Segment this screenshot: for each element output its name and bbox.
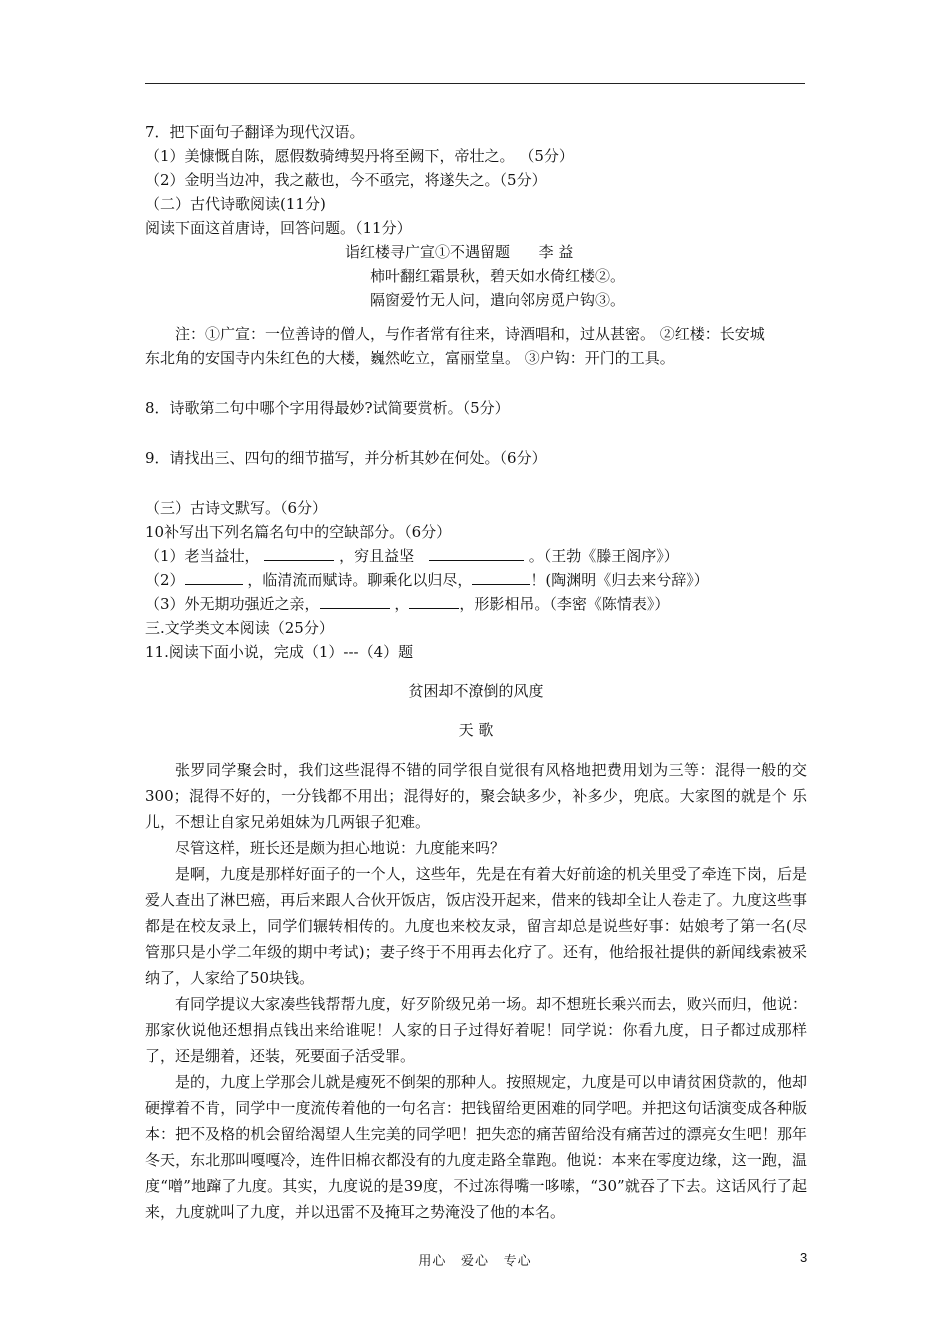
- story-paragraph-2: 尽管这样，班长还是颇为担心地说：九度能来吗？: [175, 839, 506, 857]
- question-9: 9．请找出三、四句的细节描写，并分析其妙在何处。（6分）: [145, 449, 547, 467]
- poem-title-line: [345, 240, 807, 264]
- story-author: 天 歌: [458, 721, 494, 739]
- fill-line-2: （2） ，临清流而赋诗。聊乘化以归尽， ！(陶渊明《归去来兮辞》）: [145, 568, 807, 592]
- poem-author: 李 益: [538, 243, 574, 261]
- story-paragraph-1: 张罗同学聚会时，我们这些混得不错的同学很自觉很有风格地把费用划为三等：混得一般的交300；混得不好的，一分钱都不用出；混得好的，聚会缺多少，补多少，兜底。大家图的就是个 乐儿，不想让自家兄弟姐妹为几两银子犯难。: [145, 761, 807, 831]
- q7-title: 7．把下面句子翻译为现代汉语。: [145, 123, 365, 141]
- story-paragraph-5: 是的，九度上学那会儿就是瘦死不倒架的那种人。按照规定，九度是可以申请贫困贷款的，他却硬撑着不肯，同学中一度流传着他的一句名言：把钱留给更困难的同学吧。并把这句话演变成各种版本：把不及格的机会留给渴望人生完美的同学吧！把失恋的痛苦留给没有痛苦过的漂亮女生吧！那年冬天，东北那叫嘎嘎冷，连件旧棉衣都没有的九度走路全靠跑。他说：本来在零度边缘，这一跑，温度“噌”地蹿了九度。其实，九度说的是39度，不过冻得嘴一哆嗦，“30”就吞了下去。这话风行了起来，九度就叫了九度，并以迅雷不及掩耳之势淹没了他的本名。: [145, 1073, 807, 1221]
- q7-sentence-2: （2）金明当边冲，我之蔽也，今不亟完，将遂失之。（5分）: [145, 171, 547, 189]
- answer-blank[interactable]: [472, 568, 530, 585]
- q7-sentence-1: （1）美慷慨自陈，愿假数骑缚契丹将至阙下，帝壮之。 （5分）: [145, 147, 574, 165]
- poem-line-1: 柿叶翻红霜景秋，碧天如水倚红楼②。: [370, 267, 626, 285]
- section-2-heading: （二）古代诗歌阅读(11分): [145, 195, 326, 213]
- answer-blank[interactable]: [429, 544, 524, 561]
- question-8: 8．诗歌第二句中哪个字用得最妙?试简要赏析。（5分）: [145, 399, 510, 417]
- answer-blank[interactable]: [320, 592, 390, 609]
- story-paragraph-4: 有同学提议大家凑些钱帮帮九度，好歹阶级兄弟一场。却不想班长乘兴而去，败兴而归，他说：那家伙说他还想捐点钱出来给谁呢！人家的日子过得好着呢！同学说：你看九度，日子都过成那样了，还是绷着，还装，死要面子活受罪。: [145, 995, 807, 1065]
- document-body: [145, 120, 807, 1225]
- page-number: 3: [800, 1250, 808, 1265]
- poem-line-2: 隔窗爱竹无人问，遣向邻房觅户钩③。: [370, 291, 626, 309]
- story-paragraph-3: 是啊，九度是那样好面子的一个人，这些年，先是在有着大好前途的机关里受了牵连下岗，后是爱人查出了淋巴癌，再后来跟人合伙开饭店，饭店没开起来，借来的钱却全让人卷走了。九度这些事都是在校友录上，同学们辗转相传的。九度也来校友录，留言却总是说些好事：姑娘考了第一名(尽管那只是小学二年级的期中考试)；妻子终于不用再去化疗了。还有，他给报社提供的新闻线索被采纳了，人家给了50块钱。: [145, 865, 807, 987]
- story-title: 贫困却不潦倒的风度: [408, 682, 544, 700]
- poem-title: 诣红楼寻广宣①不遇留题: [345, 243, 511, 261]
- poem-note-line-2: 东北角的安国寺内朱红色的大楼，巍然屹立，富丽堂皇。 ③户钩：开门的工具。: [145, 349, 675, 367]
- answer-blank[interactable]: [264, 544, 334, 561]
- poem-intro: 阅读下面这首唐诗，回答问题。（11分）: [145, 219, 412, 237]
- question-11: 11.阅读下面小说，完成（1）---（4）题: [145, 643, 414, 661]
- footer-motto: 用心 爱心 专心: [418, 1253, 532, 1268]
- fill-line-1: （1）老当益壮， ，穷且益坚 。（王勃《滕王阁序》）: [145, 544, 807, 568]
- poem-note-line-1: 注：①广宣：一位善诗的僧人，与作者常有往来，诗酒唱和，过从甚密。 ②红楼：长安城: [175, 325, 765, 343]
- answer-blank[interactable]: [409, 592, 459, 609]
- question-10: 10补写出下列名篇名句中的空缺部分。（6分）: [145, 523, 452, 541]
- section-3-heading: （三）古诗文默写。（6分）: [145, 499, 328, 517]
- part-3-heading: 三.文学类文本阅读（25分）: [145, 619, 334, 637]
- header-rule: [145, 83, 805, 84]
- fill-line-3: （3）外无期功强近之亲， ， ，形影相吊。（李密《陈情表》）: [145, 592, 807, 616]
- answer-blank[interactable]: [185, 568, 243, 585]
